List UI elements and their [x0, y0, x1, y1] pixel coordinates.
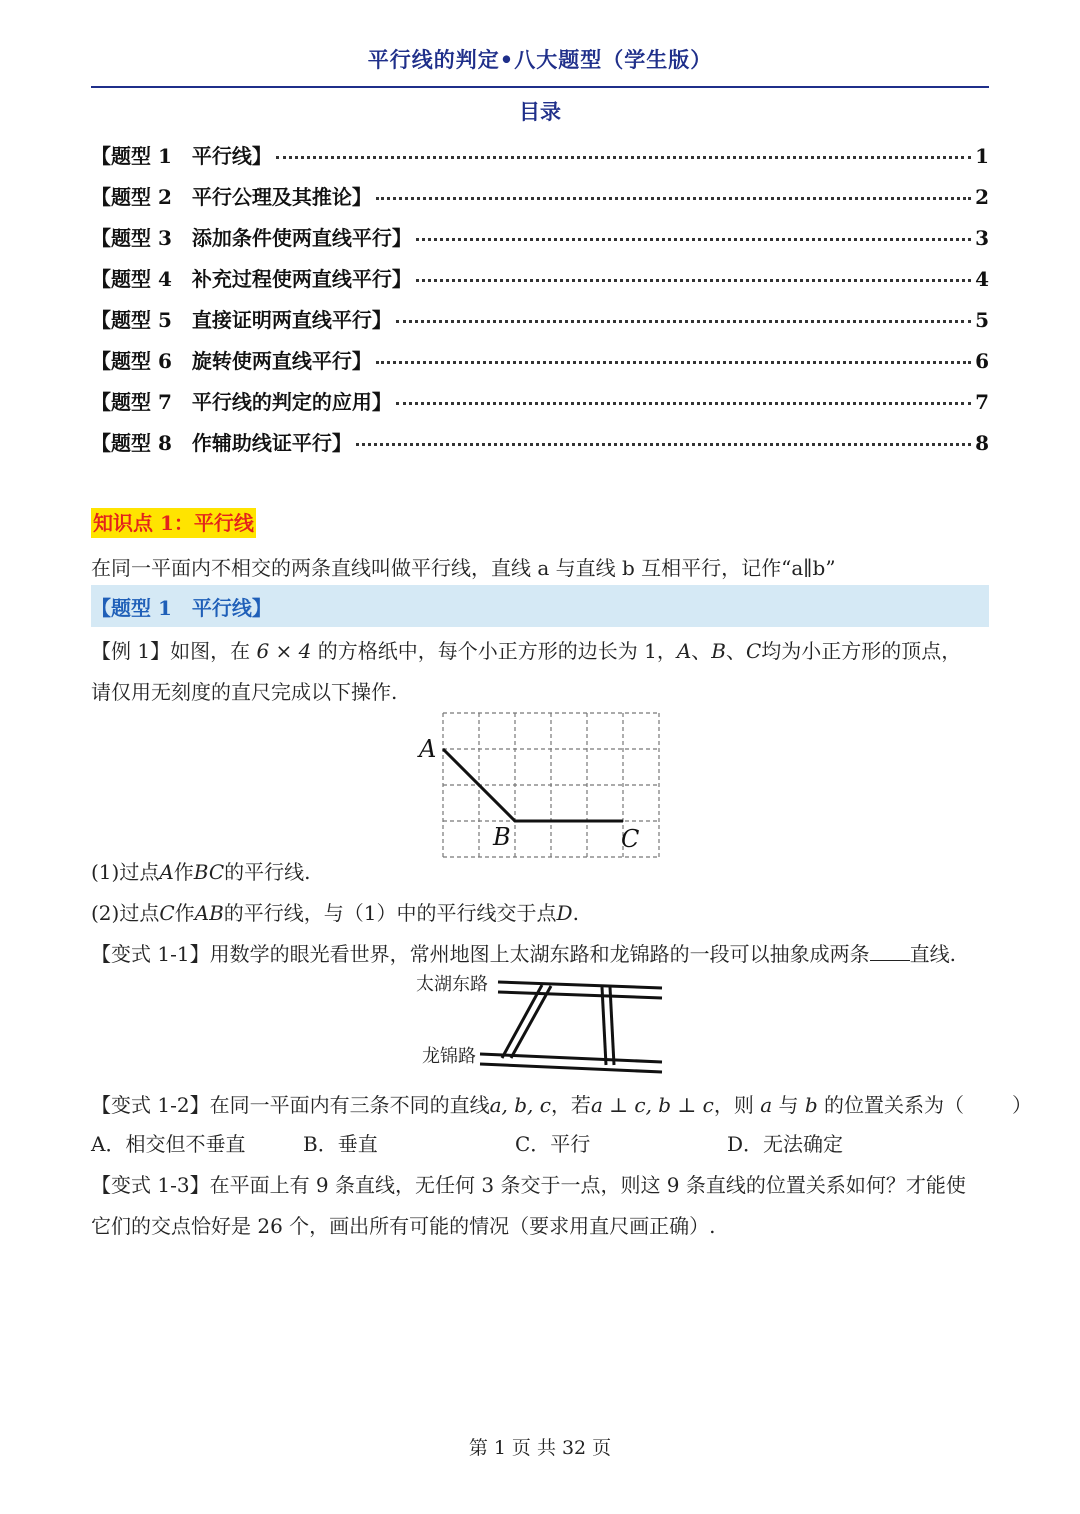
toc-item[interactable] [91, 140, 989, 170]
example-1-line-1 [91, 635, 961, 664]
knowledge-definition: 在同一平面内不相交的两条直线叫做平行线，直线 a 与直线 b 互相平行，记作“a∥b” [91, 556, 836, 580]
question-text: 作 [173, 860, 194, 884]
grid-figure [415, 705, 675, 855]
variant-1-1 [91, 938, 956, 967]
toc-item-page: 4 [975, 267, 989, 291]
toc-item-label: 【题型 8 作辅助线证平行】 [91, 431, 352, 455]
point-a: A [676, 639, 692, 663]
toc-item[interactable] [91, 345, 989, 375]
lines-abc: a, b, c [489, 1093, 551, 1117]
variant-text: 与 [772, 1093, 805, 1117]
example-text: 【例 1】如图，在 [91, 639, 257, 663]
toc-leader-dots [416, 238, 971, 241]
total-pages: 32 [561, 1437, 587, 1459]
point-b: B [711, 639, 726, 663]
toc-title: 目录 [519, 99, 561, 124]
question-text: 作 [174, 901, 195, 925]
toc-leader-dots [376, 197, 971, 200]
toc-item-label: 【题型 1 平行线】 [91, 144, 272, 168]
header-divider [91, 86, 989, 88]
topic-heading: 【题型 1 平行线】 [91, 596, 272, 620]
toc-leader-dots [356, 443, 971, 446]
example-1-line-2: 请仅用无刻度的直尺完成以下操作. [91, 680, 398, 704]
toc-leader-dots [396, 402, 971, 405]
road-lines [480, 982, 662, 1072]
toc-item-label: 【题型 7 平行线的判定的应用】 [91, 390, 392, 414]
toc-item-page: 7 [975, 390, 989, 414]
question-text: (1)过点 [91, 860, 160, 884]
page-footer [0, 1433, 1080, 1460]
point-c: C [159, 901, 175, 925]
toc-item-label: 【题型 6 旋转使两直线平行】 [91, 349, 372, 373]
segment-bc: BC [193, 860, 225, 884]
question-text: 的平行线，与（1）中的平行线交于点 [223, 901, 557, 925]
toc-item[interactable] [91, 263, 989, 293]
footer-text: 页 [592, 1437, 612, 1459]
variant-text: 【变式 1-2】在同一平面内有三条不同的直线 [91, 1093, 490, 1117]
segment-a-b-c [443, 749, 623, 821]
toc-item-page: 1 [975, 144, 989, 168]
variant-text: ） [1012, 1093, 1033, 1117]
toc-item-label: 【题型 4 补充过程使两直线平行】 [91, 267, 412, 291]
variant-text: 【变式 1-1】用数学的眼光看世界，常州地图上太湖东路和龙锦路的一段可以抽象成两条 [91, 942, 870, 966]
line-a: a [760, 1093, 773, 1117]
toc-item-page: 3 [975, 226, 989, 250]
example-text: 均为小正方形的顶点， [761, 639, 962, 663]
question-2 [91, 897, 579, 926]
road-label-top: 太湖东路 [416, 974, 488, 995]
variant-text: 的位置关系为（ [817, 1093, 965, 1117]
toc-item-page: 2 [975, 185, 989, 209]
option-c[interactable]: C．平行 [515, 1132, 591, 1156]
page-header-title: 平行线的判定•八大题型（学生版） [367, 47, 713, 72]
separator: 、 [691, 639, 712, 663]
question-text: 的平行线. [224, 860, 311, 884]
toc-item[interactable] [91, 427, 989, 457]
toc-item-label: 【题型 2 平行公理及其推论】 [91, 185, 372, 209]
point-c: C [745, 639, 762, 663]
toc-item[interactable] [91, 222, 989, 252]
grid-label-a: A [419, 735, 437, 763]
road-map-figure [410, 970, 670, 1070]
footer-text: 页 共 [511, 1437, 556, 1459]
page-number: 1 [493, 1437, 506, 1459]
separator: 、 [725, 639, 746, 663]
toc-item-label: 【题型 3 添加条件使两直线平行】 [91, 226, 412, 250]
example-text: 的方格纸中，每个小正方形的边长为 1， [311, 639, 677, 663]
variant-text: ，则 [713, 1093, 761, 1117]
point-a: A [159, 860, 174, 884]
option-d[interactable]: D．无法确定 [727, 1132, 844, 1156]
variant-text: ，若 [550, 1093, 591, 1117]
knowledge-point-label: 知识点 1：平行线 [91, 508, 256, 538]
toc-item-page: 8 [975, 431, 989, 455]
grid-size: 6 × 4 [256, 639, 312, 663]
toc-item-page: 5 [975, 308, 989, 332]
question-1 [91, 856, 311, 885]
grid-label-c: C [621, 825, 640, 853]
road-label-bottom: 龙锦路 [422, 1046, 476, 1067]
question-text: (2)过点 [91, 901, 160, 925]
toc-leader-dots [376, 361, 971, 364]
point-d: D [556, 901, 573, 925]
variant-1-3-line-1: 【变式 1-3】在平面上有 9 条直线，无任何 3 条交于一点，则这 9 条直线的位置关系如何？才能使 [91, 1173, 966, 1197]
toc-item-page: 6 [975, 349, 989, 373]
toc-leader-dots [396, 320, 971, 323]
toc-leader-dots [276, 156, 971, 159]
perpendicular-condition: a ⊥ c, b ⊥ c [590, 1093, 714, 1117]
answer-blank[interactable] [870, 942, 910, 961]
question-text: . [572, 901, 579, 925]
toc-item-label: 【题型 5 直接证明两直线平行】 [91, 308, 392, 332]
segment-ab: AB [194, 901, 224, 925]
toc-item[interactable] [91, 304, 989, 334]
variant-1-3-line-2: 它们的交点恰好是 26 个，画出所有可能的情况（要求用直尺画正确）. [91, 1214, 716, 1238]
footer-text: 第 [468, 1437, 488, 1459]
grid-label-b: B [493, 823, 511, 851]
variant-1-2 [91, 1089, 1032, 1118]
line-b: b [804, 1093, 818, 1117]
option-a[interactable]: A．相交但不垂直 [91, 1132, 246, 1156]
topic-heading-band [91, 585, 989, 627]
variant-text: 直线. [909, 942, 956, 966]
toc-item[interactable] [91, 386, 989, 416]
toc-item[interactable] [91, 181, 989, 211]
toc-leader-dots [416, 279, 971, 282]
option-b[interactable]: B．垂直 [303, 1132, 378, 1156]
